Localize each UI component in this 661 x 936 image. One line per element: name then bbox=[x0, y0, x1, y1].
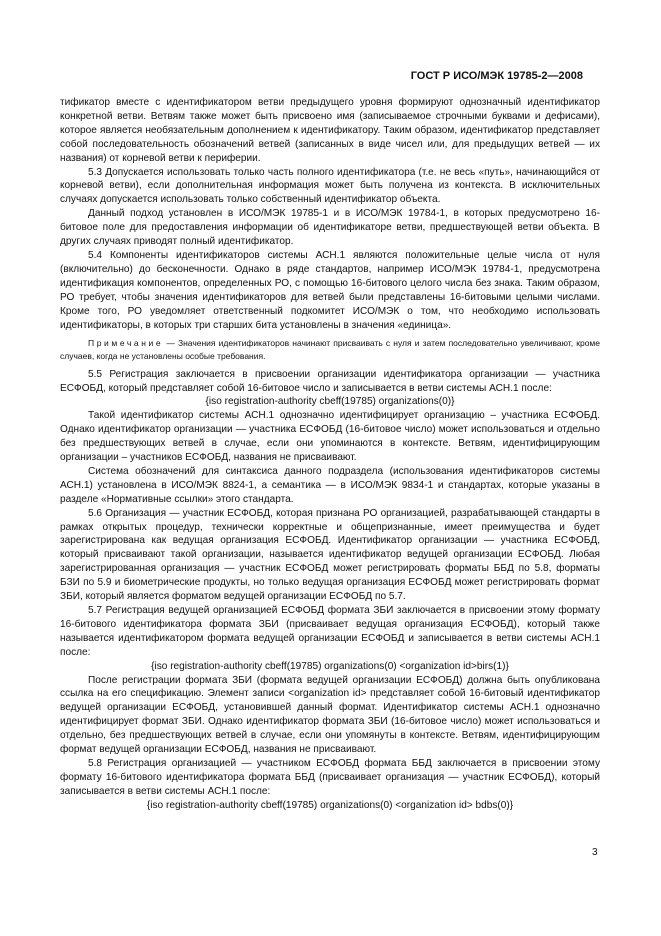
paragraph-approach: Данный подход установлен в ИСО/МЭК 19785-1 и в ИСО/МЭК 19784-1, в которых предусмотрено 16-битовое поле для предоставления информации об идентификаторе ветви, предшествующей ветви объекта. В других случаях приводят полный идентификатор. bbox=[60, 208, 600, 248]
paragraph-5-7: 5.7 Регистрация ведущей организацией ЕСФОБД формата ЗБИ заключается в присвоении этому формату 16-битового идентификатора формата ЗБИ (присваивает ведущая организация ЕСФОБД), который также называется идентификатором формата ведущей организации ЕСФОБД и записывается в ветви системы АСН.1 после: bbox=[60, 605, 600, 658]
page-number: 3 bbox=[592, 847, 598, 858]
paragraph-after-registration: После регистрации формата ЗБИ (формата ведущей организации ЕСФОБД) должна быть опубликована ссылка на его спецификацию. Элемент записи <organization id> представляет собой 16-битовый идентификатор ведущей организации ЕСФОБД, установившей данный формат. Идентификатор системы АСН.1 однозначно идентифицирует формат ЗБИ. Однако идентификатор формата ЗБИ (16-битовое число) может использоваться и отдельно, без предшествующих ветвей в случае, если они упомянуты в контексте. Ветвям, идентифицирующим формат ведущей организации ЕСФОБД, названия не присваивают. bbox=[60, 674, 600, 756]
paragraph-5-6: 5.6 Организация — участник ЕСФОБД, которая признана РО организацией, разрабатывающей стандарты в рамках открытых процедур, технически корректные и общепризнанные, имеет преимущества и будет зарегистрирована как ведущая организация ЕСФОБД. Идентификатор организации — участника ЕСФОБД, который присваивают такой организации, называется идентификатор ведущей организации ЕСФОБД. Любая зарегистрированная организация — участник ЕСФОБД может регистрировать форматы ББД по 5.8, форматы БЗИ по 5.9 и биометрические продукты, но только ведущая организация ЕСФОБД может регистрировать формат ЗБИ, который является форматом ведущей организации ЕСФОБД по 5.7. bbox=[60, 507, 600, 603]
paragraph-5-8: 5.8 Регистрация организацией — участником ЕСФОБД формата ББД заключается в присвоении этому формату 16-битового идентификатора формата ББД (присваивает организация — участник ЕСФОБД), который записывается в ветви системы АСН.1 после: bbox=[60, 757, 600, 797]
code-line-bdbs: {iso registration-authority cbeff(19785) organizations(0) <organization id> bdbs(0)} bbox=[146, 799, 514, 811]
note-text: — Значения идентификаторов начинают присваивать с нуля и затем последовательно увеличивают, кроме случаев, когда не установлены особые требования. bbox=[60, 338, 600, 361]
paragraph-asn1-identifier: Такой идентификатор системы АСН.1 однозначно идентифицирует организацию – участника ЕСФОБД. Однако идентификатор организации — участника ЕСФОБД (16-битовое число) может использоваться и отдельно без предшествующих ветвей в случае, если они упоминаются в контексте. Ветвям, идентифицирующим организации – участников ЕСФОБД, названия не присваивают. bbox=[60, 410, 600, 464]
paragraph-5-4: 5.4 Компоненты идентификаторов системы АСН.1 являются положительные целые числа от нуля (включительно) до бесконечности. Однако в ряде стандартов, например ИСО/МЭК 19784-1, предусмотрена идентификация компонентов, определенных РО, с помощью 16-битового целого числа без знака. Таким образом, РО требует, чтобы значения идентификаторов для ветвей были представлены 16-битовыми целыми числами. Кроме того, РО уведомляет ответственный подкомитет ИСО/МЭК о том, что необходимо использовать идентификаторы, в которых три старших бита установлены в значения «единица». bbox=[60, 249, 600, 331]
code-line-birs: {iso registration-authority cbeff(19785) organizations(0) <organization id>birs(1)} bbox=[151, 660, 509, 672]
note-label: Примечание bbox=[88, 338, 164, 349]
document-body bbox=[60, 96, 600, 813]
paragraph-5-3: 5.3 Допускается использовать только часть полного идентификатора (т.е. не весь «путь», начинающийся от корневой ветви), если дополнительная информация может быть получена из контекста. В исключительных случаях допускается использовать только собственный идентификатор объекта. bbox=[60, 166, 600, 206]
paragraph-continuation: тификатор вместе с идентификатором ветви предыдущего уровня формируют однозначный идентификатор конкретной ветви. Ветвям также может быть присвоено имя (записываемое строчными буквами и дефисами), которое является необязательным дополнением к идентификатору. Таким образом, идентификатор представляет собой последовательность обозначений ветвей (записанных в виде чисел или, для предыдущих ветвей — их названия) от корневой ветви к периферии. bbox=[60, 97, 600, 164]
paragraph-5-5: 5.5 Регистрация заключается в присвоении организации идентификатора организации — участника ЕСФОБД, который представляет собой 16-битовое число и записывается в ветви системы АСН.1 после: bbox=[60, 368, 600, 394]
code-line-organizations: {iso registration-authority cbeff(19785) organizations(0)} bbox=[205, 396, 455, 408]
paragraph-notation-system: Система обозначений для синтаксиса данного подраздела (использования идентификаторов системы АСН.1) установлена в ИСО/МЭК 8824-1, а семантика — в ИСО/МЭК 9834-1 и стандартах, которые указаны в разделе «Нормативные ссылки» этого стандарта. bbox=[60, 465, 600, 505]
note bbox=[60, 337, 600, 362]
standard-header: ГОСТ Р ИСО/МЭК 19785-2—2008 bbox=[410, 70, 583, 82]
